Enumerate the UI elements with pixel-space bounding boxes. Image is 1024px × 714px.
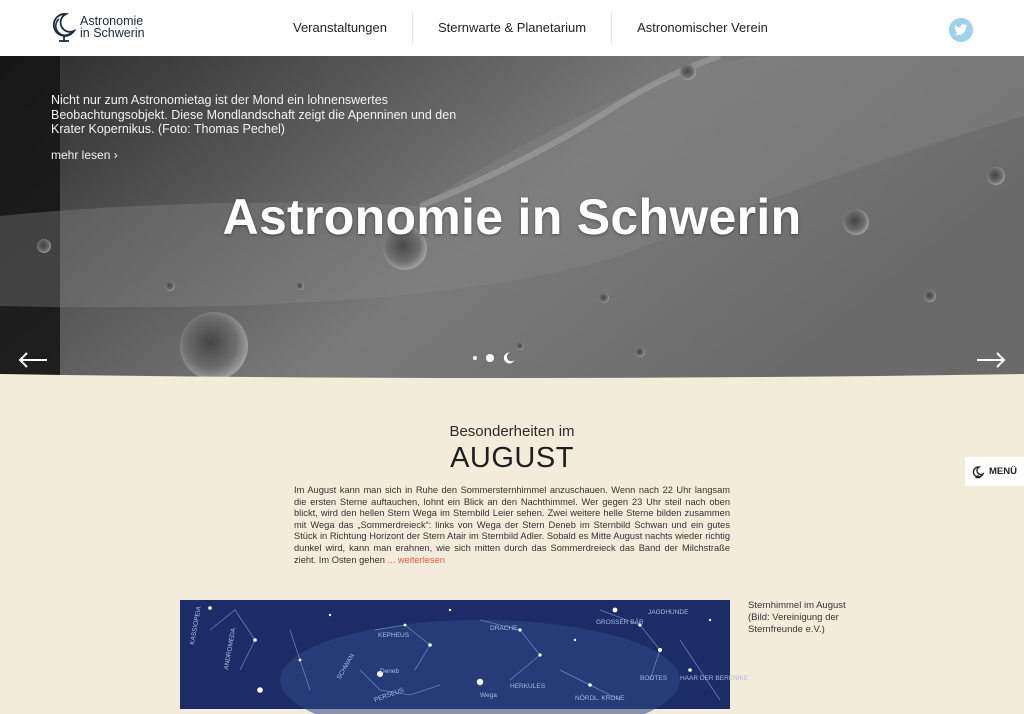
sky-label: KASSIOPEIA bbox=[189, 605, 203, 646]
twitter-button[interactable] bbox=[949, 18, 973, 42]
menu-button[interactable] bbox=[965, 457, 1024, 486]
sky-label: PERSEUS bbox=[373, 686, 405, 704]
sky-label: KEPHEUS bbox=[378, 632, 410, 639]
sky-label: DRACHE bbox=[490, 625, 518, 632]
hero-read-more-link[interactable]: mehr lesen › bbox=[51, 148, 118, 162]
section-subtitle: Besonderheiten im bbox=[449, 423, 575, 440]
logo-text bbox=[80, 15, 145, 39]
hero-title: Astronomie in Schwerin bbox=[222, 189, 802, 245]
arrow-right-icon[interactable] bbox=[976, 352, 1006, 368]
star-map-graphic bbox=[180, 600, 749, 709]
slide-dot-2[interactable] bbox=[486, 354, 494, 362]
moon-globe-icon bbox=[50, 11, 78, 43]
logo-line-1: Astronomie bbox=[80, 14, 144, 28]
section-text-body: Im August kann man sich in Ruhe den Sommersternhimmel anzuschauen. Wenn nach 22 Uhr langsam die ersten Sterne auftauchen, lohnt ein Blick an den Nachthimmel. Wer gegen 23 Uhr steil nach oben blickt, wird den hellen Stern Wega im Sternbild Leier sehen. Zwei weitere helle Sterne bilden zusammen mit Wega das „Sommerdreieck“: links von Wega der Stern Deneb im Sternbild Schwan und ein gutes Stück in Richtung Horizont der Stern Atair im Sternbild Adler. Sobald es Mitte August nachts wieder richtig dunkel wird, kann man erahnen, wie sich mitten durch das Sommerdreieck das Band der Milchstraße zieht. Im Osten gehen bbox=[294, 485, 730, 565]
main-nav bbox=[268, 12, 793, 44]
sky-label: GROSSER BÄR bbox=[596, 619, 644, 626]
twitter-icon bbox=[954, 24, 968, 36]
sky-label: ANDROMEDA bbox=[223, 627, 238, 671]
slider-dots bbox=[473, 352, 515, 364]
nav-sternwarte-planetarium[interactable]: Sternwarte & Planetarium bbox=[437, 20, 587, 35]
site-logo[interactable] bbox=[50, 11, 145, 43]
logo-line-2: in Schwerin bbox=[80, 26, 145, 40]
arrow-left-icon[interactable] bbox=[18, 352, 48, 368]
menu-label: MENÜ bbox=[989, 466, 1017, 477]
active-slide-moon-icon[interactable] bbox=[503, 352, 515, 364]
hero-caption: Nicht nur zum Astronomietag ist der Mond ein lohnenswertes Beobachtungsobjekt. Diese Mondlandschaft zeigt die Apenninen und den Krater Kopernikus. (Foto: Thomas Pechel) bbox=[51, 93, 457, 136]
sky-label: Wega bbox=[480, 692, 497, 699]
sky-label: NÖRDL. KRONE bbox=[575, 695, 625, 702]
nav-astronomischer-verein[interactable]: Astronomischer Verein bbox=[637, 20, 768, 35]
sky-label: HERKULES bbox=[510, 683, 546, 690]
sky-label: JAGDHUNDE bbox=[648, 609, 689, 616]
hero-slider bbox=[0, 56, 1024, 380]
nav-veranstaltungen[interactable]: Veranstaltungen bbox=[293, 20, 387, 35]
sky-label: Deneb bbox=[380, 668, 400, 675]
slide-dot-1[interactable] bbox=[473, 356, 477, 360]
section-title: AUGUST bbox=[450, 442, 574, 474]
star-map-image bbox=[180, 600, 749, 709]
site-header bbox=[0, 0, 1024, 56]
star-map-caption: Sternhimmel im August (Bild: Vereinigung der Sternfreunde e.V.) bbox=[748, 600, 846, 635]
sky-label: SCHWAN bbox=[335, 652, 357, 681]
sky-label: HAAR DER BERENIKE bbox=[680, 675, 749, 682]
moon-globe-icon bbox=[972, 466, 984, 478]
section-text bbox=[294, 485, 730, 566]
read-more-link[interactable]: ... weiterlesen bbox=[387, 554, 445, 565]
sky-label: BOOTES bbox=[640, 675, 668, 682]
